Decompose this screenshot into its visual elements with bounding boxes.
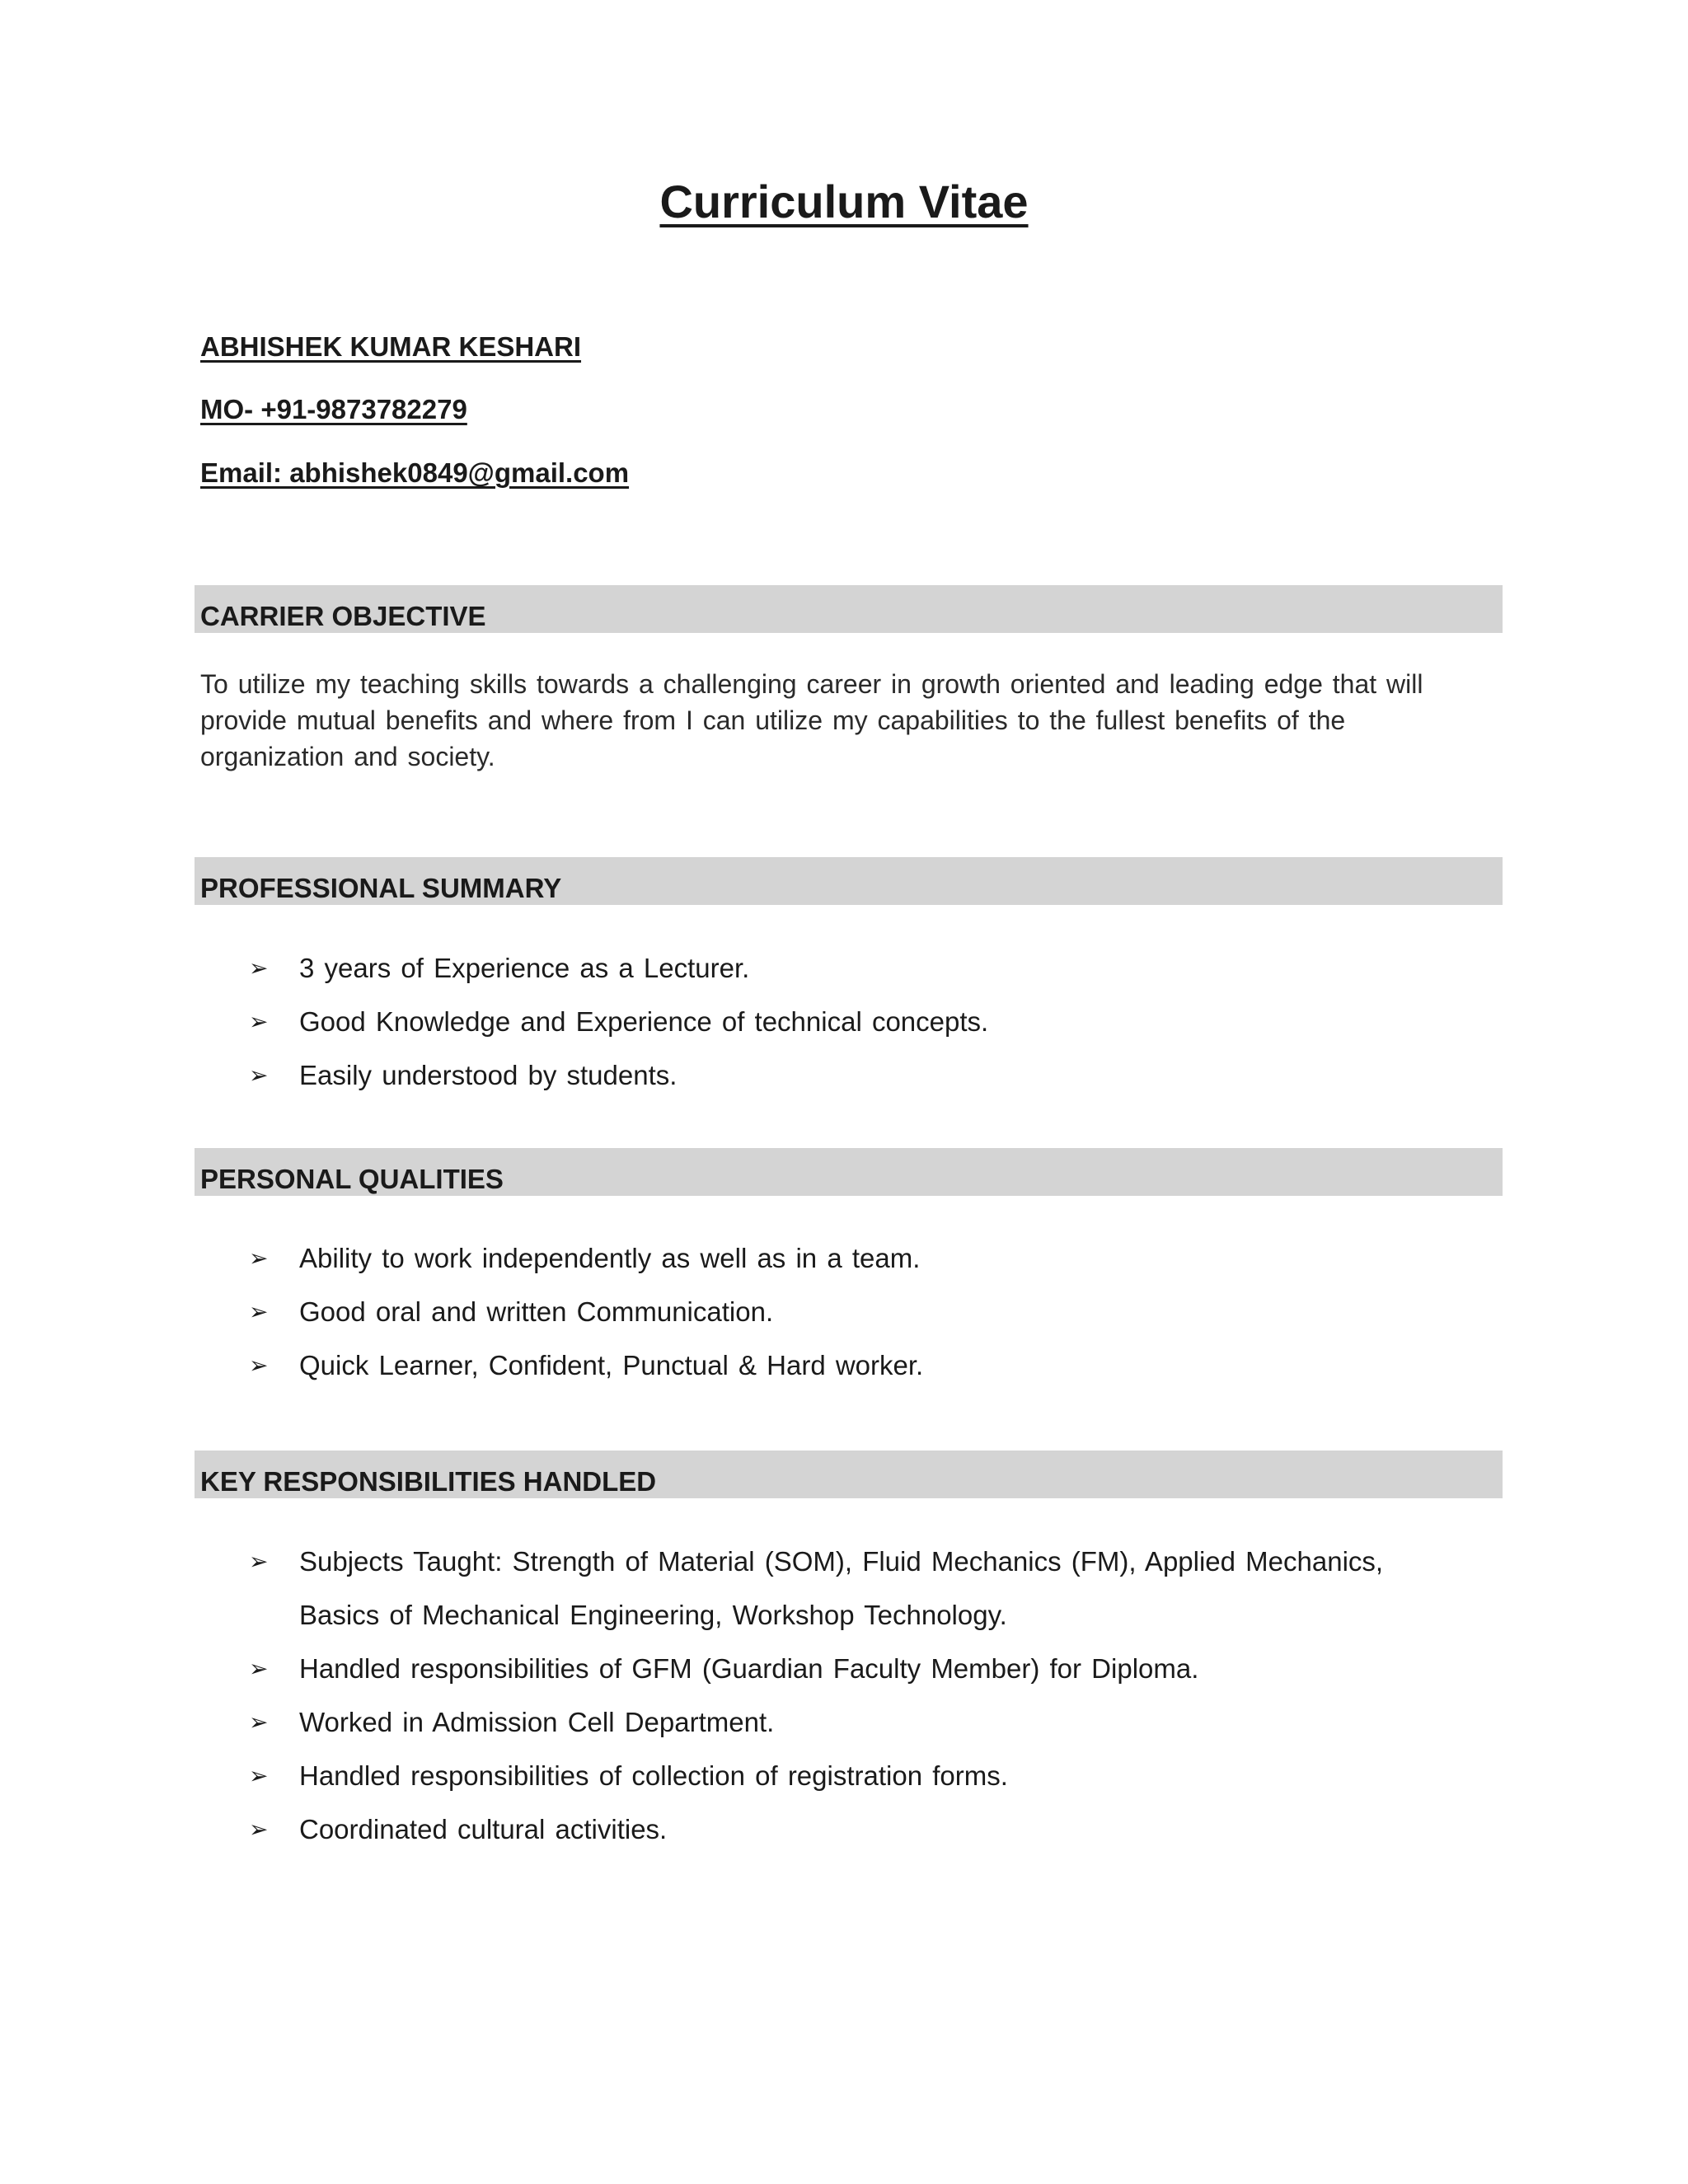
page-title: Curriculum Vitae	[659, 176, 1029, 227]
arrow-bullet-icon: ➢	[249, 1299, 269, 1324]
email-address: Email: abhishek0849@gmail.com	[200, 457, 630, 488]
arrow-bullet-icon: ➢	[249, 1656, 269, 1681]
list-item: ➢ Quick Learner, Confident, Punctual & Hard worker.	[0, 1338, 1470, 1392]
list-item: ➢ Handled responsibilities of GFM (Guardian Faculty Member) for Diploma.	[0, 1642, 1470, 1695]
arrow-bullet-icon: ➢	[249, 1549, 269, 1574]
list-item: ➢ Coordinated cultural activities.	[0, 1802, 1470, 1856]
arrow-bullet-icon: ➢	[249, 1062, 269, 1088]
section-title-qualities: PERSONAL QUALITIES	[200, 1164, 504, 1194]
section-header-qualities	[195, 1148, 1503, 1196]
arrow-bullet-icon: ➢	[249, 1245, 269, 1271]
list-item: ➢ Good oral and written Communication.	[0, 1285, 1470, 1338]
arrow-bullet-icon: ➢	[249, 1009, 269, 1034]
section-title-objective: CARRIER OBJECTIVE	[200, 601, 486, 631]
responsibilities-list	[0, 1535, 1688, 1856]
qualities-list	[0, 1231, 1688, 1392]
arrow-bullet-icon: ➢	[249, 1816, 269, 1842]
arrow-bullet-icon: ➢	[249, 1352, 269, 1378]
list-item: ➢ 3 years of Experience as a Lecturer.	[0, 941, 1470, 995]
summary-list	[0, 941, 1688, 1102]
section-title-responsibilities: KEY RESPONSIBILITIES HANDLED	[200, 1466, 657, 1497]
objective-text: To utilize my teaching skills towards a challenging career in growth oriented and leading edge that will provide mutual benefits and where from I can utilize my capabilities to the fullest benefits of the organization and society.	[200, 669, 1423, 771]
arrow-bullet-icon: ➢	[249, 955, 269, 981]
section-header-objective	[195, 585, 1503, 633]
candidate-name: ABHISHEK KUMAR KESHARI	[200, 331, 582, 362]
section-header-summary	[195, 857, 1503, 905]
list-item: ➢ Easily understood by students.	[0, 1048, 1470, 1102]
list-item: ➢ Ability to work independently as well as in a team.	[0, 1231, 1470, 1285]
list-item: ➢ Good Knowledge and Experience of technical concepts.	[0, 995, 1470, 1048]
section-title-summary: PROFESSIONAL SUMMARY	[200, 873, 562, 903]
list-item: ➢ Handled responsibilities of collection of registration forms.	[0, 1749, 1470, 1802]
section-header-responsibilities	[195, 1451, 1503, 1498]
arrow-bullet-icon: ➢	[249, 1709, 269, 1735]
list-item: ➢ Worked in Admission Cell Department.	[0, 1695, 1470, 1749]
arrow-bullet-icon: ➢	[249, 1763, 269, 1788]
mobile-number: MO- +91-9873782279	[200, 394, 467, 424]
list-item: ➢ Subjects Taught: Strength of Material (SOM), Fluid Mechanics (FM), Applied Mechanics, Basics of Mechanical Engineering, Workshop Technology.	[0, 1535, 1470, 1642]
